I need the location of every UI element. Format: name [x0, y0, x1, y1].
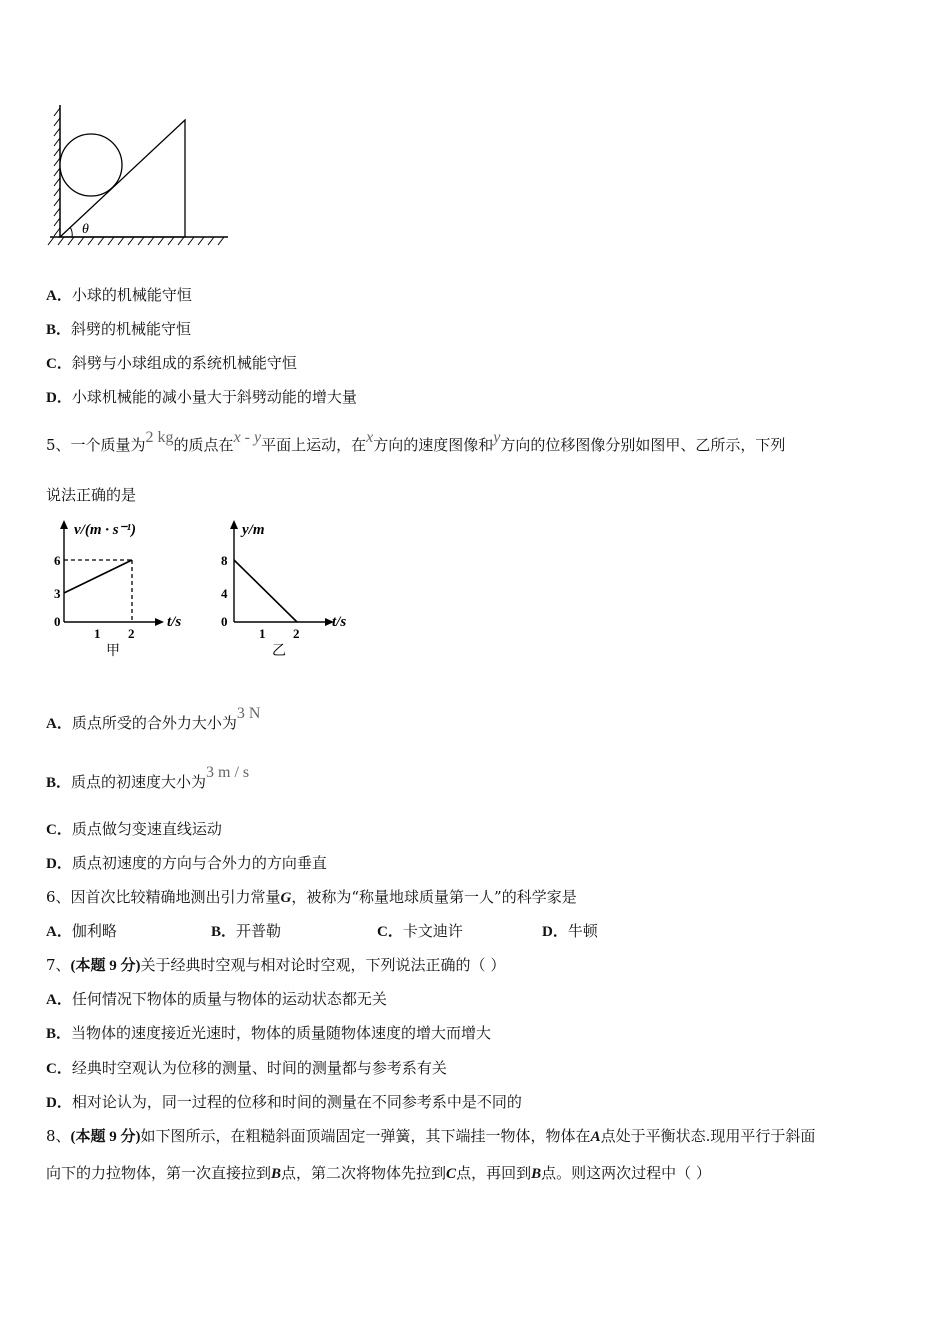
- graph-a-ytick: 6: [54, 553, 61, 568]
- q7-stem: 7、(本题 9 分)关于经典时空观与相对论时空观，下列说法正确的（ ）: [46, 956, 506, 974]
- q4-option-a: A．小球的机械能守恒: [46, 286, 192, 304]
- graph-b-ytick: 8: [221, 553, 228, 568]
- q5-stem-line1: 5、一个质量为2 kg的质点在x - y平面上运动，在x方向的速度图像和y方向的位移图像分别如图甲、乙所示，下列: [46, 429, 786, 454]
- graph-b-ylabel: y/m: [242, 522, 265, 538]
- q5-stem-line2: 说法正确的是: [46, 486, 137, 504]
- q7-option-c: C．经典时空观认为位移的测量、时间的测量都与参考系有关: [46, 1059, 447, 1077]
- graph-b-ytick: 0: [221, 614, 228, 629]
- q6-stem: 6、因首次比较精确地测出引力常量G，被称为“称量地球质量第一人”的科学家是: [46, 888, 577, 906]
- graph-b-xtick: 2: [293, 626, 300, 641]
- velocity-line: [64, 560, 132, 593]
- q8-stem-line1: 8、(本题 9 分)如下图所示，在粗糙斜面顶端固定一弹簧，其下端挂一物体，物体在A点处于平衡状态.现用平行于斜面: [46, 1127, 816, 1145]
- graph-a-xlabel: t/s: [167, 614, 182, 630]
- graph-velocity-time: [40, 512, 200, 662]
- graph-b-xlabel: t/s: [332, 614, 347, 630]
- q5-option-c: C．质点做匀变速直线运动: [46, 820, 222, 838]
- incline-ball-figure: [40, 100, 240, 250]
- q4-option-c: C．斜劈与小球组成的系统机械能守恒: [46, 354, 297, 372]
- plane-label: x - y: [233, 429, 262, 446]
- graph-b-caption: 乙: [272, 644, 286, 659]
- q5-option-b: B．质点的初速度大小为3 m / s: [46, 764, 250, 791]
- q6-option-b: B．开普勒: [211, 922, 282, 940]
- q7-option-a: A．任何情况下物体的质量与物体的运动状态都无关: [46, 990, 387, 1008]
- graph-a-ytick: 3: [54, 586, 61, 601]
- displacement-line: [234, 560, 297, 622]
- graph-a-xtick: 1: [94, 626, 101, 641]
- q4-option-b: B．斜劈的机械能守恒: [46, 320, 192, 338]
- q6-option-d: D．牛顿: [542, 922, 598, 940]
- q7-option-d: D．相对论认为，同一过程的位移和时间的测量在不同参考系中是不同的: [46, 1093, 522, 1111]
- q4-option-d: D．小球机械能的减小量大于斜劈动能的增大量: [46, 388, 357, 406]
- graph-a-ylabel: v/(m · s⁻¹): [74, 522, 136, 538]
- q6-option-a: A．伽利略: [46, 922, 117, 940]
- graph-b-ytick: 4: [221, 586, 228, 601]
- q6-option-c: C．卡文迪许: [377, 922, 463, 940]
- graph-a-caption: 甲: [106, 644, 120, 659]
- graph-a-xtick: 2: [128, 626, 135, 641]
- graph-displacement-time: [210, 512, 370, 662]
- q8-stem-line2: 向下的力拉物体，第一次直接拉到B点，第二次将物体先拉到C点，再回到B点。则这两次过程中（ ）: [46, 1164, 711, 1182]
- theta-label: θ: [82, 222, 89, 237]
- graph-b-xtick: 1: [259, 626, 266, 641]
- q5-option-d: D．质点初速度的方向与合外力的方向垂直: [46, 854, 327, 872]
- mass-value: 2 kg: [145, 429, 174, 446]
- q7-option-b: B．当物体的速度接近光速时，物体的质量随物体速度的增大而增大: [46, 1024, 492, 1042]
- q5-option-a: A．质点所受的合外力大小为3 N: [46, 705, 261, 732]
- ball: [60, 134, 122, 196]
- graph-a-ytick: 0: [54, 614, 61, 629]
